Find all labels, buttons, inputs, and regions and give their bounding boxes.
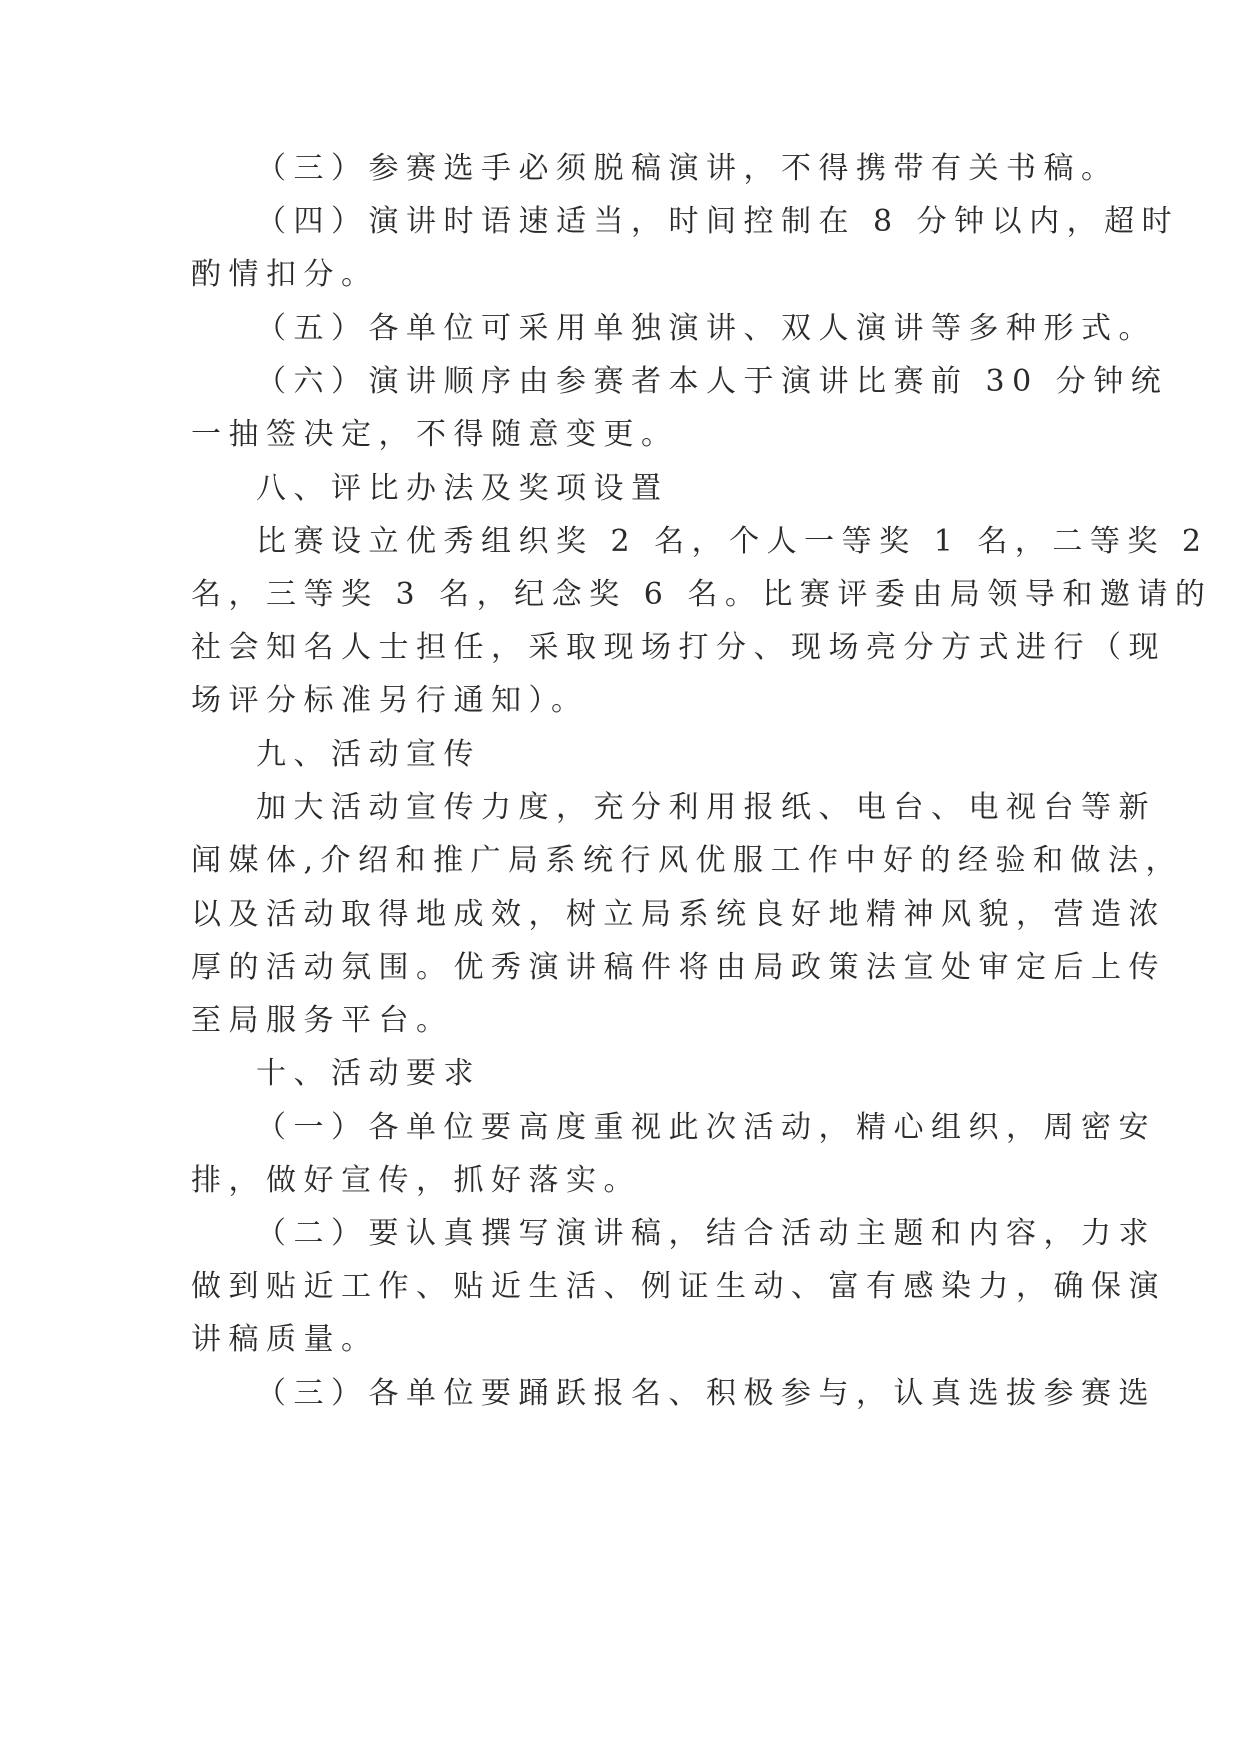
paragraph-line: 讲稿质量。 [191, 1322, 379, 1357]
paragraph-line: （五）各单位可采用单独演讲、双人演讲等多种形式。 [256, 311, 1156, 346]
paragraph-line: 闻媒体,介绍和推广局系统行风优服工作中好的经验和做法， [191, 843, 1184, 878]
paragraph-line: 以及活动取得地成效，树立局系统良好地精神风貌，营造浓 [191, 897, 1166, 932]
paragraph-line: 一抽签决定，不得随意变更。 [191, 417, 679, 452]
paragraph-line: 场评分标准另行通知）。 [191, 683, 589, 718]
paragraph-line: （三）参赛选手必须脱稿演讲，不得携带有关书稿。 [256, 151, 1119, 186]
paragraph-line: 加大活动宣传力度，充分利用报纸、电台、电视台等新 [256, 790, 1156, 825]
section-heading: 九、活动宣传 [256, 737, 481, 772]
paragraph-line: 排，做好宣传，抓好落实。 [191, 1163, 641, 1198]
section-heading: 十、活动要求 [256, 1056, 481, 1091]
paragraph-line: （六）演讲顺序由参赛者本人于演讲比赛前 30 分钟统 [256, 364, 1169, 399]
section-heading: 八、评比办法及奖项设置 [256, 471, 669, 506]
paragraph-line: 至局服务平台。 [191, 1003, 454, 1038]
paragraph-line: （二）要认真撰写演讲稿，结合活动主题和内容，力求 [256, 1216, 1156, 1251]
paragraph-line: （三）各单位要踊跃报名、积极参与，认真选拔参赛选 [256, 1376, 1156, 1411]
paragraph-line: 酌情扣分。 [191, 257, 379, 292]
paragraph-line: （四）演讲时语速适当，时间控制在 8 分钟以内，超时 [256, 204, 1180, 239]
paragraph-line: （一）各单位要高度重视此次活动，精心组织，周密安 [256, 1110, 1156, 1145]
paragraph-line: 社会知名人士担任，采取现场打分、现场亮分方式进行（现 [191, 630, 1166, 665]
paragraph-line: 名，三等奖 3 名，纪念奖 6 名。比赛评委由局领导和邀请的 [191, 577, 1213, 612]
paragraph-line: 做到贴近工作、贴近生活、例证生动、富有感染力，确保演 [191, 1269, 1166, 1304]
paragraph-line: 比赛设立优秀组织奖 2 名，个人一等奖 1 名，二等奖 2 [256, 524, 1209, 559]
paragraph-line: 厚的活动氛围。优秀演讲稿件将由局政策法宣处审定后上传 [191, 950, 1166, 985]
